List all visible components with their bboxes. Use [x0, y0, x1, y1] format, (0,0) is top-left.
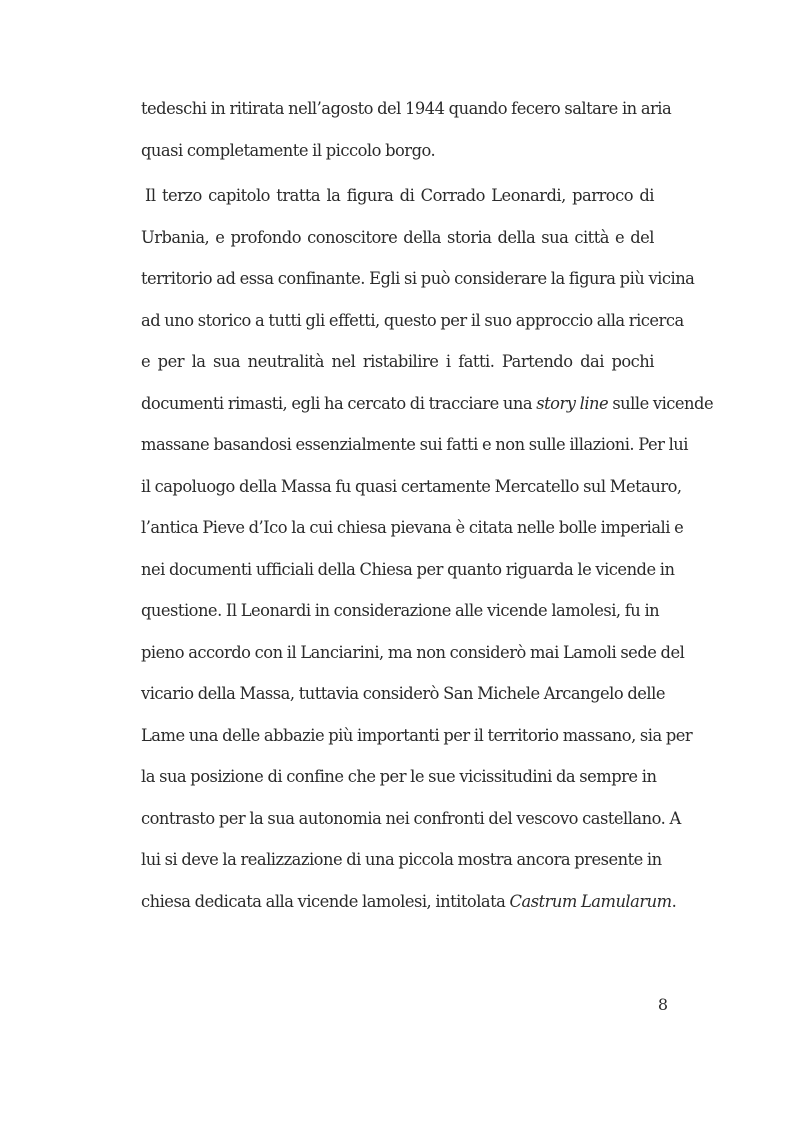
text-line: questione. Il Leonardi in considerazione alle vicende lamolesi, fu in	[141, 601, 660, 620]
italic-title: Castrum Lamularum	[509, 891, 672, 911]
text-segment: .	[671, 891, 677, 911]
text-line: contrasto per la sua autonomia nei confronti del vescovo castellano. A	[141, 808, 681, 828]
text-line: Il terzo capitolo tratta la figura di Corrado Leonardi, parroco di	[145, 186, 654, 205]
text-segment: sulle vicende	[608, 393, 714, 413]
page-number: 8	[657, 995, 668, 1014]
text-line: il capoluogo della Massa fu quasi certamente Mercatello sul Metauro,	[141, 476, 682, 496]
text-line: ad uno storico a tutti gli effetti, questo per il suo approccio alla ricerca	[141, 310, 684, 330]
text-line: quasi completamente il piccolo borgo.	[141, 140, 436, 160]
text-line: lui si deve la realizzazione di una piccola mostra ancora presente in	[141, 850, 662, 869]
body-text	[141, 88, 714, 922]
text-line: Lame una delle abbazie più importanti per il territorio massano, sia per	[141, 725, 693, 745]
text-line: pieno accordo con il Lanciarini, ma non considerò mai Lamoli sede del	[141, 642, 685, 662]
text-line: Urbania, e profondo conoscitore della storia della sua città e del	[141, 227, 654, 247]
text-segment: documenti rimasti, egli ha cercato di tracciare una	[141, 393, 537, 413]
text-line: l’antica Pieve d’Ico la cui chiesa pievana è citata nelle bolle imperiali e	[141, 518, 684, 537]
text-line: vicario della Massa, tuttavia considerò San Michele Arcangelo delle	[141, 684, 665, 703]
text-line	[141, 383, 714, 425]
text-line: tedeschi in ritirata nell’agosto del 1944 quando fecero saltare in aria	[141, 99, 672, 118]
text-line: territorio ad essa confinante. Egli si può considerare la figura più vicina	[141, 269, 695, 288]
text-line: e per la sua neutralità nel ristabilire i fatti. Partendo dai pochi	[141, 352, 654, 371]
text-line: nei documenti ufficiali della Chiesa per quanto riguarda le vicende in	[141, 559, 675, 579]
text-segment: chiesa dedicata alla vicende lamolesi, intitolata	[141, 891, 510, 911]
text-line: la sua posizione di confine che per le sue vicissitudini da sempre in	[141, 767, 657, 786]
text-line: massane basandosi essenzialmente sui fatti e non sulle illazioni. Per lui	[141, 435, 689, 454]
italic-term: story line	[536, 393, 609, 413]
text-line	[141, 881, 677, 923]
